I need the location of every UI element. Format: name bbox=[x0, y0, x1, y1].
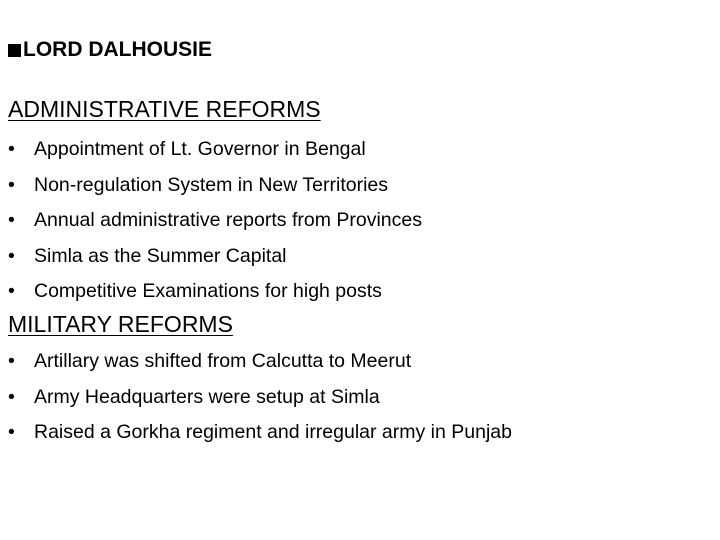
section-heading-administrative: ADMINISTRATIVE REFORMS bbox=[8, 96, 321, 122]
bullet-icon: • bbox=[8, 385, 15, 408]
list-item-text: Annual administrative reports from Provinces bbox=[34, 209, 422, 231]
bullet-icon: • bbox=[8, 244, 15, 267]
list-item-text: Artillary was shifted from Calcutta to Meerut bbox=[34, 350, 412, 372]
list-item-text: Competitive Examinations for high posts bbox=[34, 280, 382, 302]
bullet-icon: • bbox=[8, 421, 15, 443]
list-item-text: Army Headquarters were setup at Simla bbox=[34, 385, 380, 408]
square-bullet-icon bbox=[8, 44, 21, 57]
bullet-icon: • bbox=[8, 138, 15, 160]
slide-title-text: LORD DALHOUSIE bbox=[23, 38, 212, 61]
list-item-text: Simla as the Summer Capital bbox=[34, 244, 287, 267]
bullet-icon: • bbox=[8, 173, 15, 196]
bullet-icon: • bbox=[8, 350, 15, 372]
bullet-icon: • bbox=[8, 209, 15, 231]
slide-title bbox=[8, 38, 212, 62]
list-item-text: Non-regulation System in New Territories bbox=[34, 173, 389, 196]
section-heading-military: MILITARY REFORMS bbox=[8, 311, 233, 337]
list-item-text: Raised a Gorkha regiment and irregular army in Punjab bbox=[34, 421, 512, 443]
bullet-icon: • bbox=[8, 280, 15, 302]
list-item-text: Appointment of Lt. Governor in Bengal bbox=[34, 138, 366, 160]
